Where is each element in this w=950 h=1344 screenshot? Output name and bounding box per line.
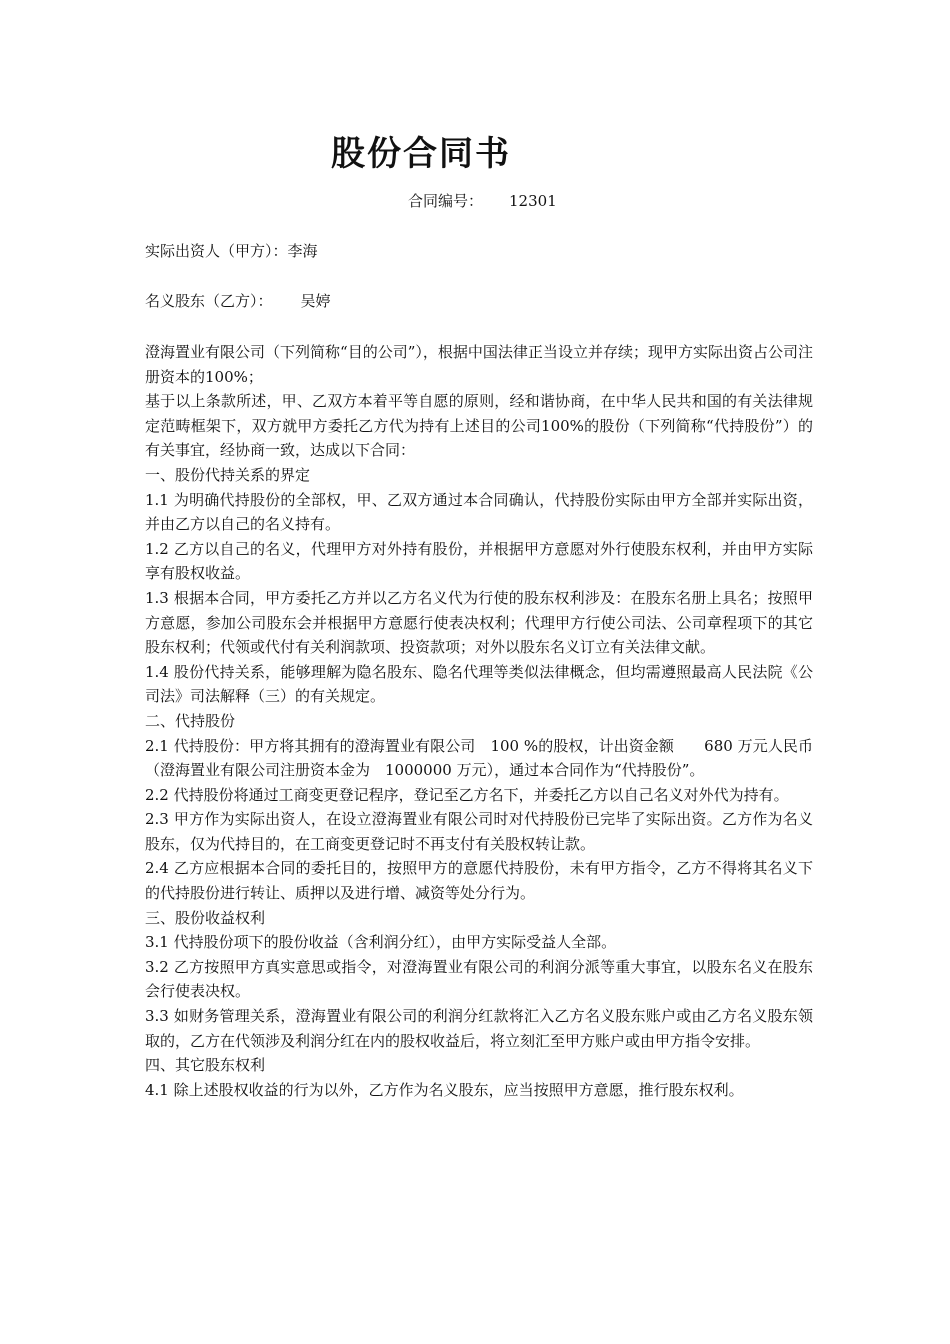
document-title: 股份合同书 (331, 134, 511, 174)
clause-1-4: 1.4 股份代持关系，能够理解为隐名股东、隐名代理等类似法律概念，但均需遵照最高人民法院《公司法》司法解释（三）的有关规定。 (145, 662, 813, 706)
clause-1-1: 1.1 为明确代持股份的全部权，甲、乙双方通过本合同确认，代持股份实际由甲方全部并实际出资，并由乙方以自己的名义持有。 (145, 490, 813, 534)
clause-2-2: 2.2 代持股份将通过工商变更登记程序，登记至乙方名下，并委托乙方以自己名义对外代为持有。 (145, 785, 789, 804)
clause-3-2: 3.2 乙方按照甲方真实意思或指令，对澄海置业有限公司的利润分派等重大事宜，以股东名义在股东会行使表决权。 (145, 957, 813, 1001)
clause-2-4: 2.4 乙方应根据本合同的委托目的，按照甲方的意愿代持股份，未有甲方指令，乙方不得将其名义下的代持股份进行转让、质押以及进行增、减资等处分行为。 (145, 859, 813, 903)
section-heading-4: 四、其它股东权利 (145, 1056, 266, 1075)
section-heading-3: 三、股份收益权利 (145, 908, 266, 927)
contract-number (408, 190, 557, 211)
clause-3-3: 3.3 如财务管理关系，澄海置业有限公司的利润分红款将汇入乙方名义股东账户或由乙方名义股东领取的，乙方在代领涉及利润分红在内的股权收益后，将立刻汇至甲方账户或由甲方指令安排。 (145, 1007, 813, 1050)
contract-body (145, 340, 813, 1102)
clause-1-2: 1.2 乙方以自己的名义，代理甲方对外持有股份，并根据甲方意愿对外行使股东权利，并由甲方实际享有股权收益。 (145, 539, 813, 583)
clause-1-3: 1.3 根据本合同，甲方委托乙方并以乙方名义代为行使的股东权利涉及：在股东名册上具名；按照甲方意愿，参加公司股东会并根据甲方意愿行使表决权利；代理甲方行使公司法、公司章程项下的其它股东权利；代领或代付有关利润款项、投资款项；对外以股东名义订立有关法律文献。 (145, 588, 813, 657)
clause-3-1: 3.1 代持股份项下的股份收益（含利润分红），由甲方实际受益人全部。 (145, 933, 617, 952)
section-heading-1: 一、股份代持关系的界定 (145, 465, 311, 484)
paragraph-company-intro: 澄海置业有限公司（下列简称“目的公司”），根据中国法律正当设立并存续；现甲方实际出资占公司注册资本的100%； (145, 343, 813, 386)
party-b (145, 290, 331, 311)
clause-4-1: 4.1 除上述股权收益的行为以外，乙方作为名义股东，应当按照甲方意愿，推行股东权利。 (145, 1080, 744, 1099)
party-b-label: 名义股东（乙方）： (145, 292, 273, 310)
contract-number-label: 合同编号： (408, 192, 484, 210)
clause-2-3: 2.3 甲方作为实际出资人，在设立澄海置业有限公司时对代持股份已完毕了实际出资。乙方作为名义股东，仅为代持目的，在工商变更登记时不再支付有关股权转让款。 (145, 810, 813, 853)
party-a-label: 实际出资人（甲方）： (145, 242, 288, 260)
clause-2-1: 2.1 代持股份：甲方将其拥有的澄海置业有限公司 100 %的股权，计出资金额 680 万元人民币（澄海置业有限公司注册资本金为 1000000 万元），通过本合同作为“代持股份”。 (145, 736, 813, 780)
party-a (145, 240, 318, 261)
party-a-name: 李海 (287, 242, 318, 260)
paragraph-preamble: 基于以上条款所述，甲、乙双方本着平等自愿的原则，经和谐协商，在中华人民共和国的有关法律规定范畴框架下，双方就甲方委托乙方代为持有上述目的公司100%的股份（下列简称“代持股份”）的有关事宜，经协商一致，达成以下合同： (145, 392, 813, 460)
contract-number-value: 12301 (509, 192, 557, 210)
party-b-name: 吴婷 (300, 292, 331, 310)
section-heading-2: 二、代持股份 (145, 711, 236, 730)
